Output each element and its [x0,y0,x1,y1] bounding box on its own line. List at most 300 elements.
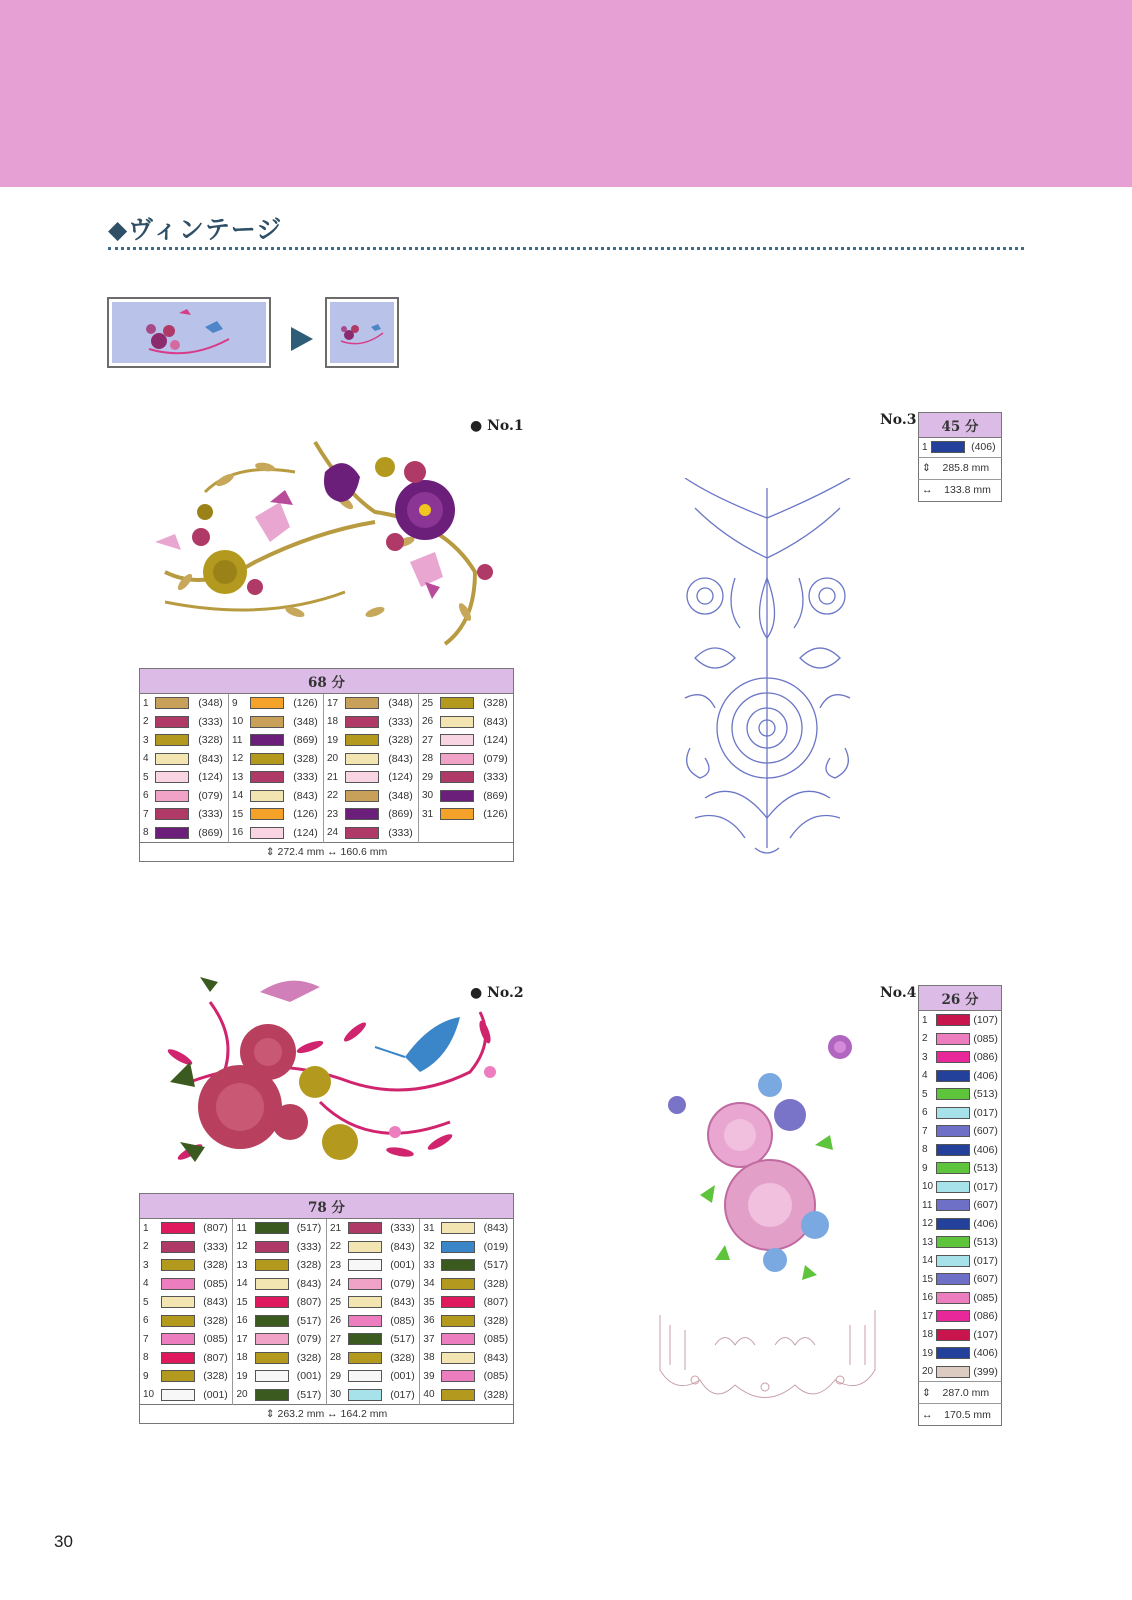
thread-code: (001) [387,1367,420,1386]
thread-number: 10 [922,1181,934,1193]
thread-color-swatch [250,808,284,820]
thread-color-swatch [936,1070,970,1082]
thread-color-swatch [348,1333,382,1345]
thread-row [919,1252,1002,1271]
floral-thumbnail-small-icon [327,299,397,366]
thread-color-swatch [155,697,189,709]
thread-color-swatch [348,1296,382,1308]
thread-color-swatch [348,1352,382,1364]
thread-number: 23 [329,1259,342,1271]
thread-code: (513) [973,1088,998,1101]
thread-code: (807) [483,1296,509,1309]
thread-color-swatch [255,1370,289,1382]
thread-number: 11 [232,734,243,746]
thread-code: (869) [290,731,323,750]
thread-number: 38 [423,1352,435,1364]
thread-number: 12 [922,1218,934,1230]
width-row [919,1404,1002,1426]
thread-color-swatch [936,1347,970,1359]
thread-number: 16 [232,827,244,839]
thread-row [140,1367,514,1386]
thread-code: (328) [294,1256,327,1275]
thread-code: (017) [973,1106,998,1119]
thread-color-swatch [936,1088,970,1100]
thread-color-swatch [155,734,189,746]
thread-code: (607) [973,1199,998,1212]
thread-code: (328) [483,1388,509,1401]
thread-code: (333) [385,713,418,732]
thread-number: 5 [143,771,149,783]
thread-number: 2 [922,1033,928,1045]
width-icon: ↔ [922,1408,933,1421]
thread-code: (517) [294,1386,327,1405]
thread-code: (843) [200,1293,233,1312]
thread-color-swatch [441,1259,475,1271]
header-banner [0,0,1132,187]
thread-color-swatch [936,1181,970,1193]
thread-code: (124) [483,734,508,747]
height-icon: ⇕ [265,1408,275,1420]
thread-number: 11 [236,1222,247,1234]
thread-code: (807) [294,1293,327,1312]
sewing-time-no4: 26 分 [919,986,1002,1011]
thread-number: 18 [236,1352,248,1364]
thread-code: (328) [290,750,323,769]
thread-number: 11 [922,1199,933,1211]
thread-code: (333) [195,713,228,732]
thread-number: 6 [143,790,149,802]
thread-code: (126) [290,694,323,713]
thread-color-swatch [250,697,284,709]
thread-row [919,1048,1002,1067]
rose-bouquet-lace-embroidery-icon [655,1025,885,1405]
thread-color-swatch [441,1333,475,1345]
height-row [919,1382,1002,1404]
thread-code: (869) [385,805,418,824]
thread-number: 1 [143,1222,149,1234]
thread-color-swatch [441,1389,475,1401]
thread-row [140,694,514,713]
thread-number: 6 [143,1315,149,1327]
thread-color-swatch [345,771,379,783]
thread-number: 28 [421,753,434,765]
thread-number: 4 [143,1278,149,1290]
thread-color-swatch [348,1241,382,1253]
thread-row [140,1349,514,1368]
thread-number: 22 [326,790,339,802]
thread-code: (079) [294,1330,327,1349]
thread-number: 8 [143,827,149,839]
thread-number: 13 [232,771,244,783]
thread-number: 15 [232,808,244,820]
thread-color-swatch [255,1389,289,1401]
thread-number: 4 [922,1070,928,1082]
thread-number: 36 [423,1315,435,1327]
thread-color-swatch [155,771,189,783]
thread-code: (607) [973,1273,998,1286]
thread-row [919,1196,1002,1215]
small-thumbnail [325,297,399,368]
thread-code: (328) [483,1314,509,1327]
thread-code: (406) [973,1143,998,1156]
thread-row [140,1275,514,1294]
thread-code: (328) [483,697,508,710]
thread-number: 7 [143,808,149,820]
thread-color-swatch [345,753,379,765]
thread-color-swatch [936,1125,970,1137]
thread-code: (406) [973,1347,998,1360]
height-icon: ⇕ [922,1386,931,1399]
thread-color-swatch [155,790,189,802]
thread-code: (085) [973,1032,998,1045]
thread-color-swatch [936,1199,970,1211]
thread-row [140,1256,514,1275]
thread-number: 2 [143,716,149,728]
thread-color-swatch [440,753,474,765]
thread-color-swatch [255,1296,289,1308]
thread-row [140,1219,514,1238]
thread-number: 3 [143,1259,149,1271]
thread-code: (517) [483,1259,509,1272]
thread-code: (517) [294,1312,327,1331]
thread-code: (843) [483,1222,509,1235]
thread-row [919,1307,1002,1326]
thread-color-swatch [155,808,189,820]
thread-code: (017) [973,1254,998,1267]
thread-number: 35 [423,1296,435,1308]
thread-number: 14 [232,790,244,802]
thread-color-swatch [936,1144,970,1156]
thread-row [919,1085,1002,1104]
thread-color-swatch [155,827,189,839]
thread-color-swatch [440,790,474,802]
thread-code: (333) [200,1238,233,1257]
thread-number: 19 [236,1370,248,1382]
thread-code: (079) [195,787,228,806]
thread-color-swatch [441,1352,475,1364]
width-icon: ↔ [327,846,338,858]
width-icon: ↔ [922,484,933,496]
thread-number: 39 [423,1370,435,1382]
thread-row [919,1159,1002,1178]
thread-code: (333) [483,771,508,784]
thread-color-swatch [250,753,284,765]
thread-code: (333) [385,824,418,843]
thread-row [140,824,514,843]
thread-code: (843) [195,750,228,769]
thread-code: (333) [294,1238,327,1257]
thread-code: (348) [195,694,228,713]
thread-number: 37 [423,1333,435,1345]
thread-code: (517) [294,1219,327,1238]
thread-color-swatch [255,1241,289,1253]
thread-code: (843) [483,1351,509,1364]
thread-number: 33 [423,1259,435,1271]
thread-row [140,805,514,824]
thread-color-swatch [161,1389,195,1401]
vintage-floral-butterfly-embroidery-icon [145,432,510,652]
thread-number: 18 [326,716,339,728]
thread-number: 27 [421,734,434,746]
thread-code: (328) [200,1367,233,1386]
thread-color-swatch [250,790,284,802]
thread-number: 34 [423,1278,435,1290]
thread-code: (085) [483,1370,509,1383]
thread-number: 17 [326,697,339,709]
thread-number: 10 [232,716,244,728]
thread-number: 32 [423,1241,435,1253]
thread-code: (328) [200,1256,233,1275]
thread-code: (107) [973,1014,998,1027]
thread-color-swatch [441,1296,475,1308]
thread-code: (107) [973,1328,998,1341]
large-thumbnail [107,297,271,368]
thread-number: 20 [236,1389,248,1401]
thread-code: (085) [483,1333,509,1346]
thread-number: 4 [143,753,149,765]
dotted-divider [108,247,1024,250]
thread-code: (085) [973,1291,998,1304]
thread-table-no1 [139,668,514,862]
thread-row [919,1326,1002,1345]
thread-color-swatch [345,716,379,728]
thread-number: 22 [329,1241,342,1253]
thread-color-swatch [155,753,189,765]
thread-color-swatch [345,808,379,820]
thread-number: 26 [329,1315,342,1327]
thread-code: (807) [200,1219,233,1238]
thread-number: 15 [922,1273,934,1285]
thread-color-swatch [440,771,474,783]
thread-row [919,1215,1002,1234]
thread-row [919,1122,1002,1141]
thread-row [919,438,1002,458]
width-icon: ↔ [327,1408,338,1420]
thread-number: 2 [143,1241,149,1253]
thread-code: (333) [195,805,228,824]
thread-number: 5 [143,1296,149,1308]
thread-number: 3 [143,734,149,746]
thread-code: (348) [385,787,418,806]
thread-code: (079) [387,1275,420,1294]
thread-table-no2 [139,1193,514,1424]
thread-number: 12 [232,753,244,765]
rose-hummingbird-embroidery-icon [150,962,505,1177]
thread-code: (843) [387,1238,420,1257]
thread-row [919,1363,1002,1382]
thread-color-swatch [161,1259,195,1271]
thread-number: 18 [922,1329,934,1341]
thread-code: (869) [195,824,228,843]
thread-color-swatch [255,1333,289,1345]
dimensions-row [140,1405,514,1424]
thread-code: (328) [483,1277,509,1290]
thread-color-swatch [161,1278,195,1290]
thread-row [919,1233,1002,1252]
thread-code: (017) [973,1180,998,1193]
thread-color-swatch [250,827,284,839]
thread-code: (843) [483,715,508,728]
thread-color-swatch [348,1315,382,1327]
thread-code: (086) [973,1310,998,1323]
thread-number: 19 [922,1347,934,1359]
play-arrow-icon [291,327,313,351]
thread-color-swatch [250,734,284,746]
thread-code: (406) [971,441,996,454]
thread-code: (001) [387,1256,420,1275]
thread-code: (843) [290,787,323,806]
thread-code: (607) [973,1125,998,1138]
thread-row [140,768,514,787]
thread-number: 28 [329,1352,342,1364]
width-value: 133.8 mm [944,484,991,496]
thread-row [919,1289,1002,1308]
thread-color-swatch [161,1296,195,1308]
thread-code: (328) [200,1312,233,1331]
thread-number: 31 [421,808,434,820]
sewing-time-no3: 45 分 [919,413,1002,438]
height-value: 285.8 mm [942,462,990,474]
thread-color-swatch [250,716,284,728]
thread-number: 30 [421,790,434,802]
thread-row [919,1067,1002,1086]
thread-color-swatch [440,734,474,746]
thread-number: 9 [922,1162,928,1174]
thread-color-swatch [348,1259,382,1271]
thread-color-swatch [936,1162,970,1174]
thread-number: 24 [326,827,339,839]
thread-code: (328) [195,731,228,750]
floral-thumbnail-icon [109,299,269,366]
thread-number: 19 [326,734,339,746]
design-no-1-label: ● No.1 [470,418,524,434]
thread-number: 3 [922,1051,928,1063]
thread-row [140,1238,514,1257]
thread-row [919,1011,1002,1030]
thread-number: 9 [232,697,238,709]
height-value: 272.4 mm [277,846,325,858]
thread-color-swatch [936,1051,970,1063]
thread-code: (126) [483,808,508,821]
thread-table-no3 [918,412,1002,502]
design-no-3-label: No.3 [880,412,917,428]
thread-color-swatch [441,1370,475,1382]
thread-code: (328) [385,731,418,750]
thread-number: 9 [143,1370,149,1382]
thread-color-swatch [255,1222,289,1234]
sewing-time: 68 分 [140,669,514,694]
thread-number: 31 [423,1222,435,1234]
thread-color-swatch [161,1333,195,1345]
thread-row [140,1312,514,1331]
thread-color-swatch [440,716,474,728]
dimensions-row [140,843,514,862]
thread-color-swatch [441,1222,475,1234]
thread-number: 30 [329,1389,342,1401]
thread-number: 13 [922,1236,934,1248]
thread-color-swatch [936,1329,970,1341]
thread-number: 7 [143,1333,149,1345]
thread-number: 20 [922,1366,934,1378]
thread-number: 17 [922,1310,934,1322]
thread-color-swatch [161,1315,195,1327]
thread-number: 13 [236,1259,248,1271]
thread-number: 40 [423,1389,435,1401]
thread-color-swatch [440,808,474,820]
thread-color-swatch [936,1107,970,1119]
thread-row [140,1293,514,1312]
thread-code: (124) [195,768,228,787]
thread-number: 17 [236,1333,248,1345]
thread-code: (001) [200,1386,233,1405]
thread-number: 1 [922,441,928,453]
thread-code: (513) [973,1162,998,1175]
height-icon: ⇕ [265,846,275,858]
thread-number: 10 [143,1389,155,1401]
thread-code: (399) [973,1365,998,1378]
thread-row [919,1344,1002,1363]
thread-row [140,713,514,732]
thread-code: (517) [387,1330,420,1349]
thread-number: 24 [329,1278,342,1290]
thread-row [140,787,514,806]
thread-code: (085) [200,1330,233,1349]
thread-color-swatch [255,1259,289,1271]
thread-code: (406) [973,1069,998,1082]
thread-code: (843) [387,1293,420,1312]
sewing-time: 78 分 [140,1194,514,1219]
thread-color-swatch [348,1370,382,1382]
thread-code: (126) [290,805,323,824]
thread-number: 1 [922,1014,928,1026]
section-title: ◆ヴィンテージ [108,215,283,244]
thread-number: 23 [326,808,339,820]
thread-row [140,1386,514,1405]
width-value: 164.2 mm [340,1408,388,1420]
width-value: 170.5 mm [944,1408,991,1421]
page-number: 30 [54,1532,73,1551]
thread-number: 14 [236,1278,248,1290]
thread-code: (017) [387,1386,420,1405]
thread-color-swatch [345,790,379,802]
thread-color-swatch [936,1255,970,1267]
thread-number: 27 [329,1333,342,1345]
thread-color-swatch [936,1033,970,1045]
thread-color-swatch [255,1315,289,1327]
thread-code: (333) [387,1219,420,1238]
thread-number: 26 [421,716,434,728]
thread-code: (348) [385,694,418,713]
thread-code: (124) [290,824,323,843]
thread-number: 7 [922,1125,928,1137]
thread-number: 25 [329,1296,342,1308]
thread-color-swatch [348,1278,382,1290]
thread-row [140,1330,514,1349]
thread-number: 29 [421,771,434,783]
thread-color-swatch [936,1273,970,1285]
thread-code: (807) [200,1349,233,1368]
thread-row [919,1270,1002,1289]
design-no-4-label: No.4 [880,985,917,1001]
thread-color-swatch [161,1241,195,1253]
width-row [919,479,1002,501]
thread-row [919,1178,1002,1197]
thread-color-swatch [441,1241,475,1253]
thread-code: (869) [483,789,508,802]
thread-row [140,731,514,750]
thread-color-swatch [345,697,379,709]
thread-number: 6 [922,1107,928,1119]
